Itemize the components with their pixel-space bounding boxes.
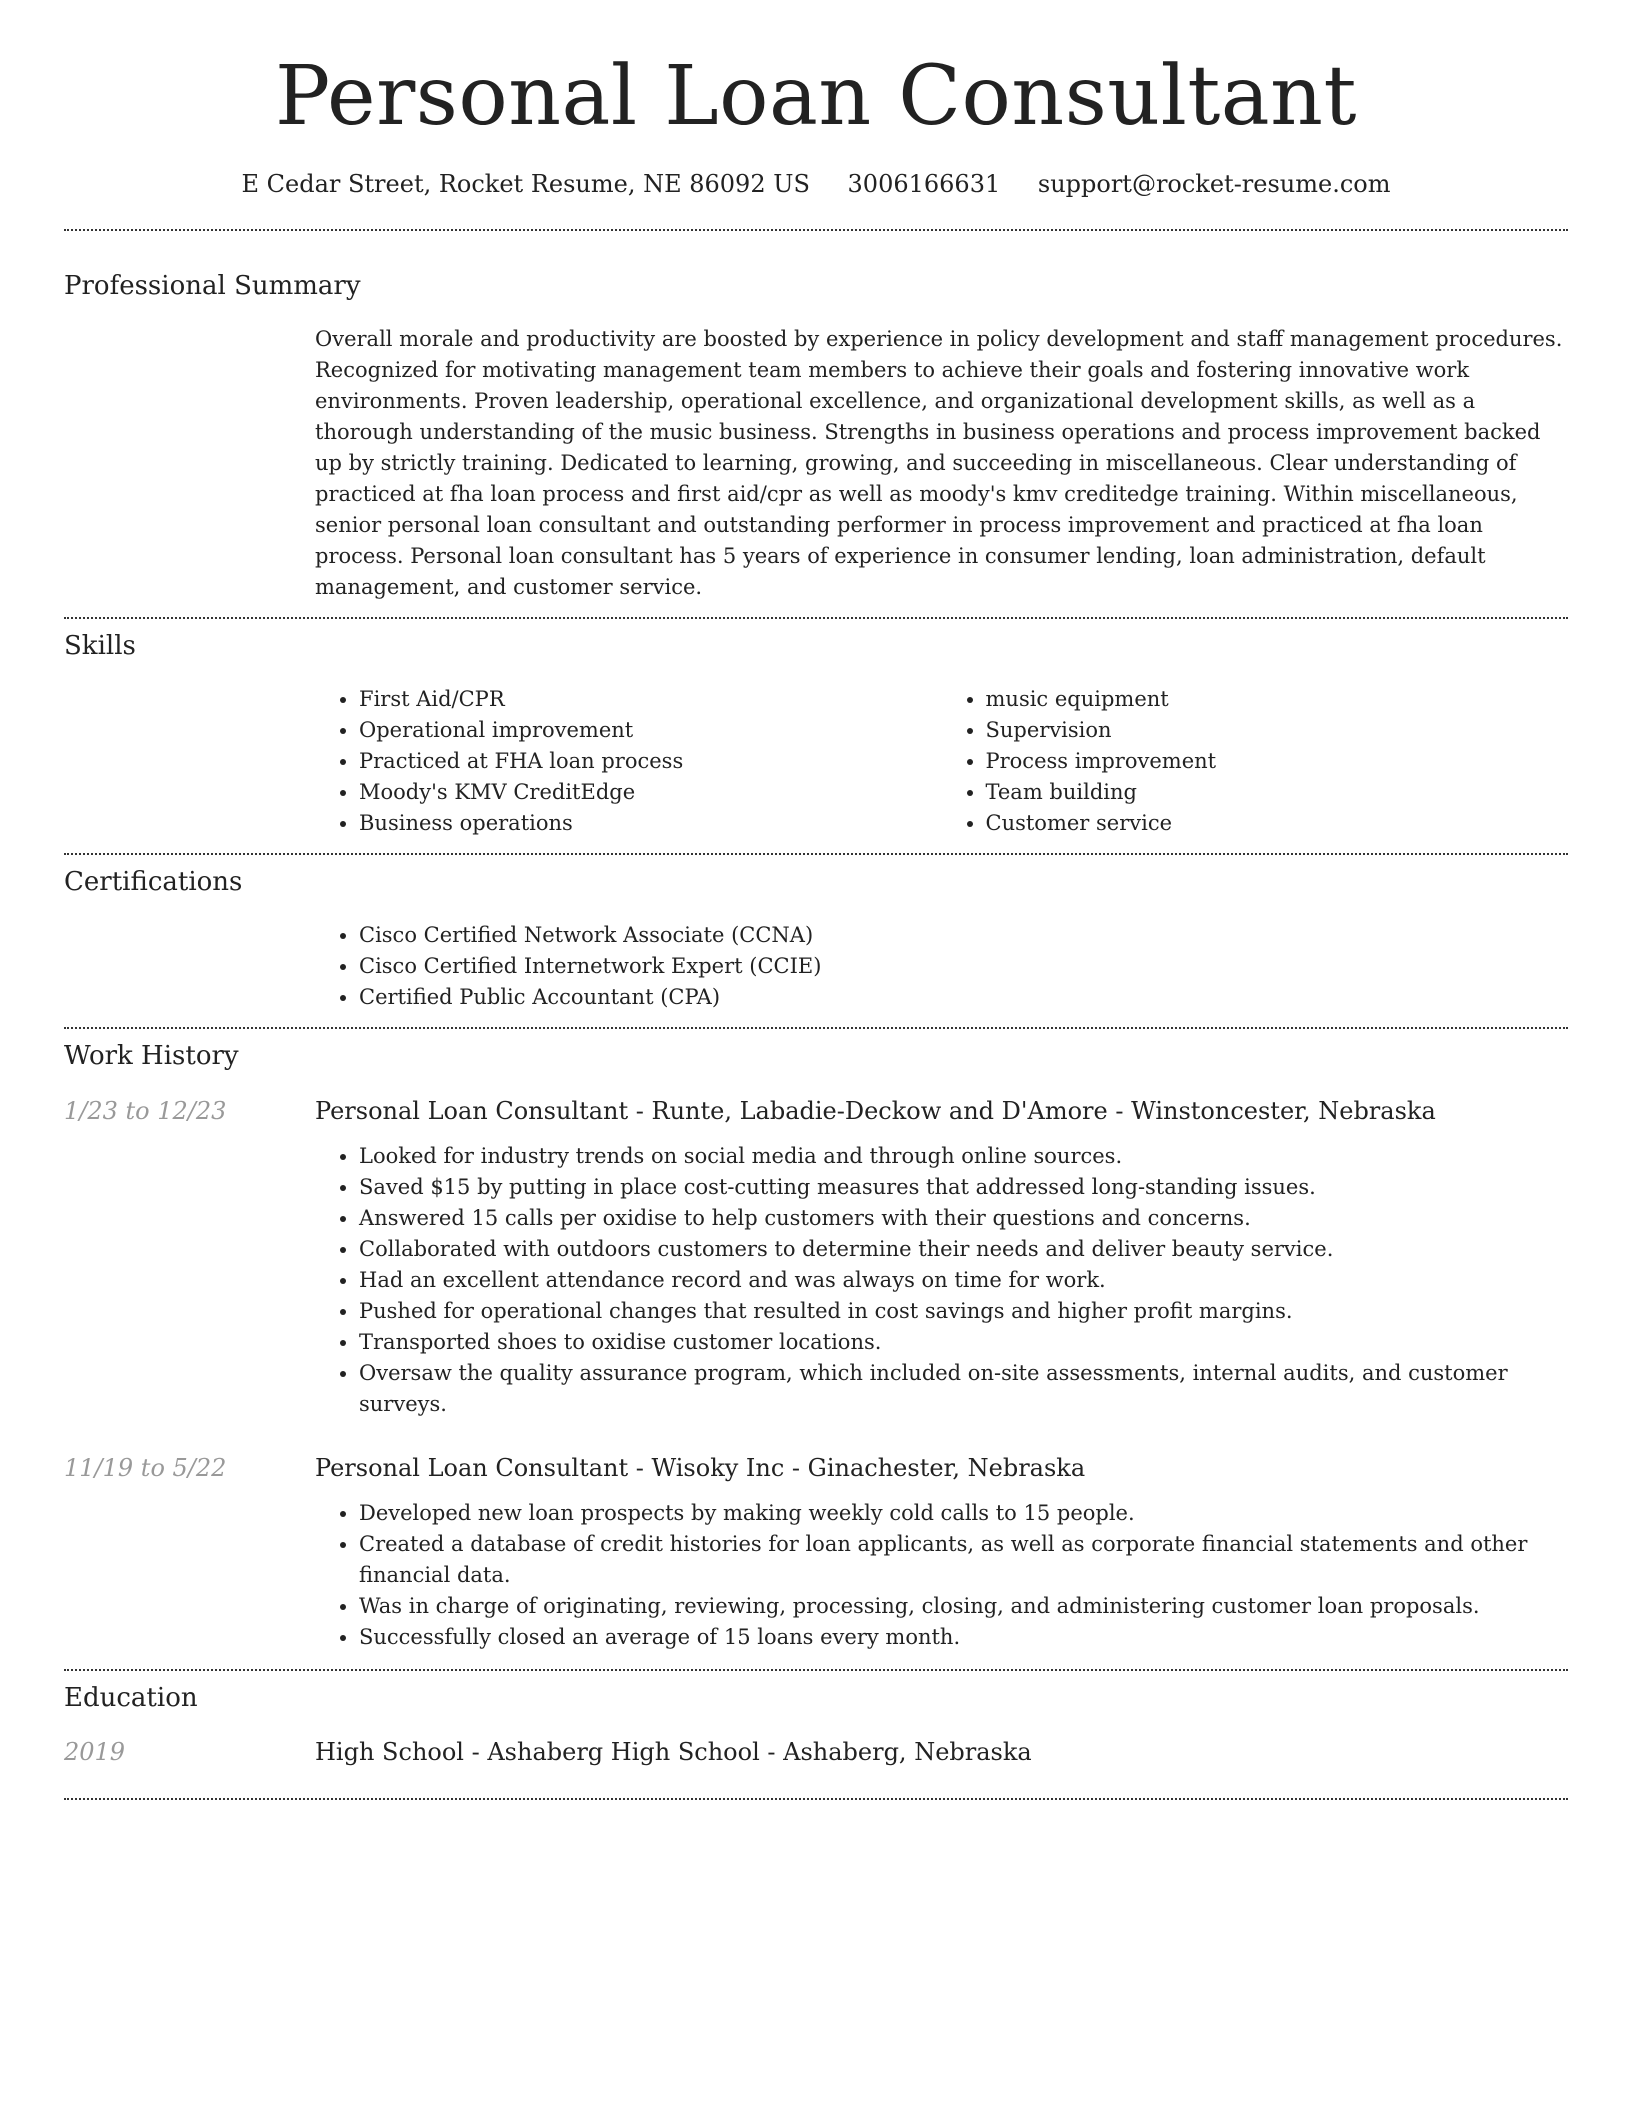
job-body [315, 1452, 1568, 1653]
job-bullet: • Transported shoes to oxidise customer locations. [359, 1327, 1568, 1358]
job-bullets [315, 1141, 1568, 1420]
skill-item: • Team building [986, 777, 1569, 808]
summary-text: Overall morale and productivity are boosted by experience in policy development and staff management procedures. Recognized for motivating management team members to achieve their goals and fostering innovative work environments. Proven leadership, operational excellence, and organizational development skills, as well as a thorough understanding of the music business. Strengths in business operations and process improvement backed up by strictly training. Dedicated to learning, growing, and succeeding in miscellaneous. Clear understanding of practiced at fha loan process and first aid/cpr as well as moody's kmv creditedge training. Within miscellaneous, senior personal loan consultant and outstanding performer in process improvement and practiced at fha loan process. Personal loan consultant has 5 years of experience in consumer lending, loan administration, default management, and customer service. [315, 326, 1563, 599]
skill-item: • Supervision [986, 715, 1569, 746]
education-title: High School - Ashaberg High School - Ashaberg, Nebraska [315, 1737, 1032, 1766]
education-entry [64, 1736, 1568, 1782]
job-bullet: • Pushed for operational changes that resulted in cost savings and higher profit margins. [359, 1296, 1568, 1327]
job-bullet: • Saved $15 by putting in place cost-cutting measures that addressed long-standing issues. [359, 1172, 1568, 1203]
job-entry [64, 1452, 1568, 1653]
skill-item: • Business operations [359, 808, 942, 839]
job-body [315, 1095, 1568, 1420]
skills-grid [315, 684, 1568, 839]
summary-section [64, 231, 1568, 603]
contact-address: E Cedar Street, Rocket Resume, NE 86092 US [241, 170, 810, 199]
education-section [64, 1671, 1568, 1782]
job-bullet: • Collaborated with outdoors customers to determine their needs and deliver beauty service. [359, 1234, 1568, 1265]
job-bullet: • Oversaw the quality assurance program, which included on-site assessments, internal audits, and customer surveys. [359, 1358, 1568, 1420]
job-title: Personal Loan Consultant - Runte, Labadie-Deckow and D'Amore - Winstoncester, Nebraska [315, 1096, 1436, 1125]
summary-content [315, 324, 1568, 603]
certification-item: • Cisco Certified Network Associate (CCNA) [359, 920, 1568, 951]
skill-item: • Moody's KMV CreditEdge [359, 777, 942, 808]
job-bullet: • Answered 15 calls per oxidise to help customers with their questions and concerns. [359, 1203, 1568, 1234]
certifications-list [315, 920, 1568, 1013]
contact-email: support@rocket-resume.com [1037, 170, 1391, 199]
skill-item: • First Aid/CPR [359, 684, 942, 715]
job-bullet: • Successfully closed an average of 15 loans every month. [359, 1622, 1568, 1653]
job-entry [64, 1095, 1568, 1420]
certifications-section [64, 855, 1568, 1013]
contact-line [64, 168, 1568, 202]
summary-heading: Professional Summary [64, 270, 361, 301]
job-dates: 1/23 to 12/23 [64, 1096, 227, 1125]
job-bullet: • Looked for industry trends on social media and through online sources. [359, 1141, 1568, 1172]
job-bullet: • Created a database of credit histories for loan applicants, as well as corporate financial statements and other financial data. [359, 1529, 1568, 1591]
contact-phone: 3006166631 [847, 170, 1001, 199]
skill-item: • Customer service [986, 808, 1569, 839]
education-year: 2019 [64, 1737, 126, 1766]
job-bullet: • Had an excellent attendance record and was always on time for work. [359, 1265, 1568, 1296]
certifications-heading: Certifications [64, 867, 243, 898]
certification-item: • Certified Public Accountant (CPA) [359, 982, 1568, 1013]
job-bullet: • Was in charge of originating, reviewing, processing, closing, and administering customer loan proposals. [359, 1591, 1568, 1622]
education-body [315, 1736, 1568, 1782]
skill-item: • Practiced at FHA loan process [359, 746, 942, 777]
certifications-content [315, 920, 1568, 1013]
job-bullet: • Developed new loan prospects by making weekly cold calls to 15 people. [359, 1498, 1568, 1529]
education-heading: Education [64, 1682, 198, 1713]
skills-heading: Skills [64, 630, 136, 661]
skills-section [64, 619, 1568, 839]
skills-list-right [942, 684, 1569, 839]
skills-list-left [315, 684, 942, 839]
skill-item: • Operational improvement [359, 715, 942, 746]
job-dates: 11/19 to 5/22 [64, 1453, 227, 1482]
section-divider [64, 1798, 1568, 1800]
certification-item: • Cisco Certified Internetwork Expert (CCIE) [359, 951, 1568, 982]
resume-header [64, 0, 1568, 202]
work-heading: Work History [64, 1041, 239, 1072]
candidate-name: Personal Loan Consultant [275, 49, 1357, 144]
job-title: Personal Loan Consultant - Wisoky Inc - Ginachester, Nebraska [315, 1453, 1086, 1482]
skill-item: • music equipment [986, 684, 1569, 715]
job-bullets [315, 1498, 1568, 1653]
skill-item: • Process improvement [986, 746, 1569, 777]
work-section [64, 1029, 1568, 1652]
